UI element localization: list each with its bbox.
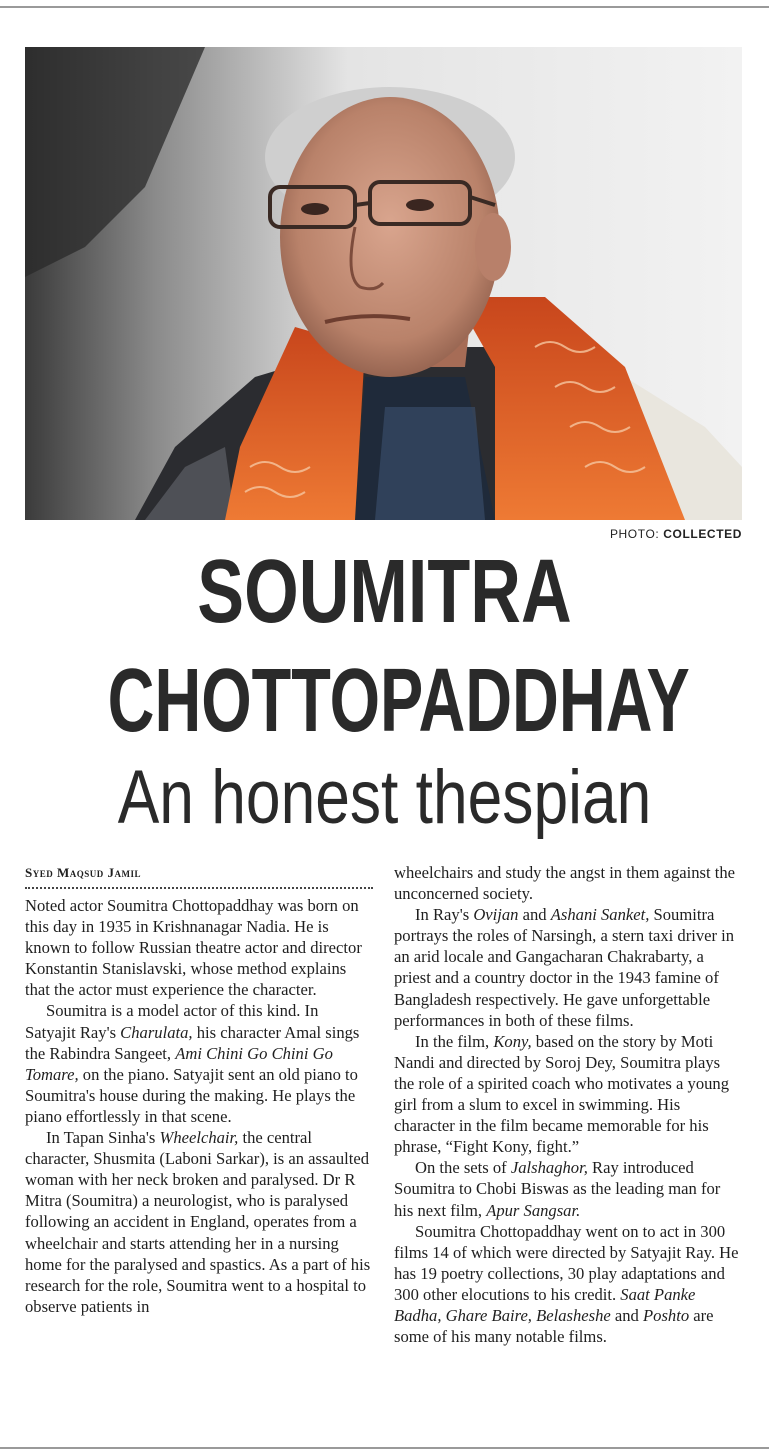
headline-subtitle: An honest thespian [117,755,652,840]
top-rule [0,6,769,8]
article-paragraph: Noted actor Soumitra Chottopaddhay was born on this day in 1935 in Krishnanagar Nadia. He is known to follow Russian theatre actor and director Konstantin Stanislavski, whose method explains that the actor must experience the character. [25,896,362,1000]
bottom-rule [0,1447,769,1449]
article-paragraph: On the sets of Jalshaghor, Ray introduced Soumitra to Chobi Biswas as the leading man for his next film, Apur Sangsar. [394,1158,721,1220]
article-paragraph: Soumitra Chottopaddhay went on to act in 300 films 14 of which were directed by Satyajit Ray. He has 19 poetry collections, 30 play adaptations and 300 other elocutions to his credit. Saat Panke Badha, Ghare Baire, Belasheshe and Poshto are some of his many notable films. [394,1221,739,1347]
byline-divider [25,884,373,889]
article-paragraph: Soumitra is a model actor of this kind. In Satyajit Ray's Charulata, his character Amal sings the Rabindra Sangeet, Ami Chini Go Chini Go Tomare, on the piano. Satyajit sent an old piano to Soumitra's house during the making. He plays the piano effortlessly in that scene. [25,1001,360,1126]
portrait-photo [25,47,742,520]
article-paragraph: In Ray's Ovijan and Ashani Sanket, Soumitra portrays the roles of Narsingh, a stern taxi driver in an arid locale and Gangacharan Chakrabarty, a priest and a country doctor in the 1943 famine of Bangladesh respectively. He gave unforgettable performances in both of these films. [394,905,735,1030]
article-column-1 [25,862,373,1317]
photo-credit [610,527,742,541]
photo-credit-label: PHOTO: [609,527,660,541]
article-column-2 [394,862,742,1347]
article-paragraph: In the film, Kony, based on the story by Moti Nandi and directed by Soroj Dey, Soumitra plays the role of a spirited coach who motivates a young girl from a slum to excel in swimming. His character in the film became memorable for his phrase, “Fight Kony, fight.” [394,1031,730,1157]
headline-line-1: SOUMITRA [197,542,572,642]
article-paragraph: In Tapan Sinha's Wheelchair, the central character, Shusmita (Laboni Sarkar), is an assaulted woman with her neck broken and paralysed. Dr R Mitra (Soumitra) a neurologist, who is paralysed following an accident in England, operates from a wheelchair and starts attending her in a nursing home for the paralysed and spastics. As a part of his research for the role, Soumitra went to a hospital to observe patients in [25,1128,371,1316]
photo-credit-value: COLLECTED [663,527,742,541]
article-paragraph-continued: wheelchairs and study the angst in them against the unconcerned society. [394,863,736,904]
portrait-illustration [25,47,742,520]
byline: Syed Maqsud Jamil [25,865,142,880]
headline-line-2: CHOTTOPADDHAY [107,651,690,751]
